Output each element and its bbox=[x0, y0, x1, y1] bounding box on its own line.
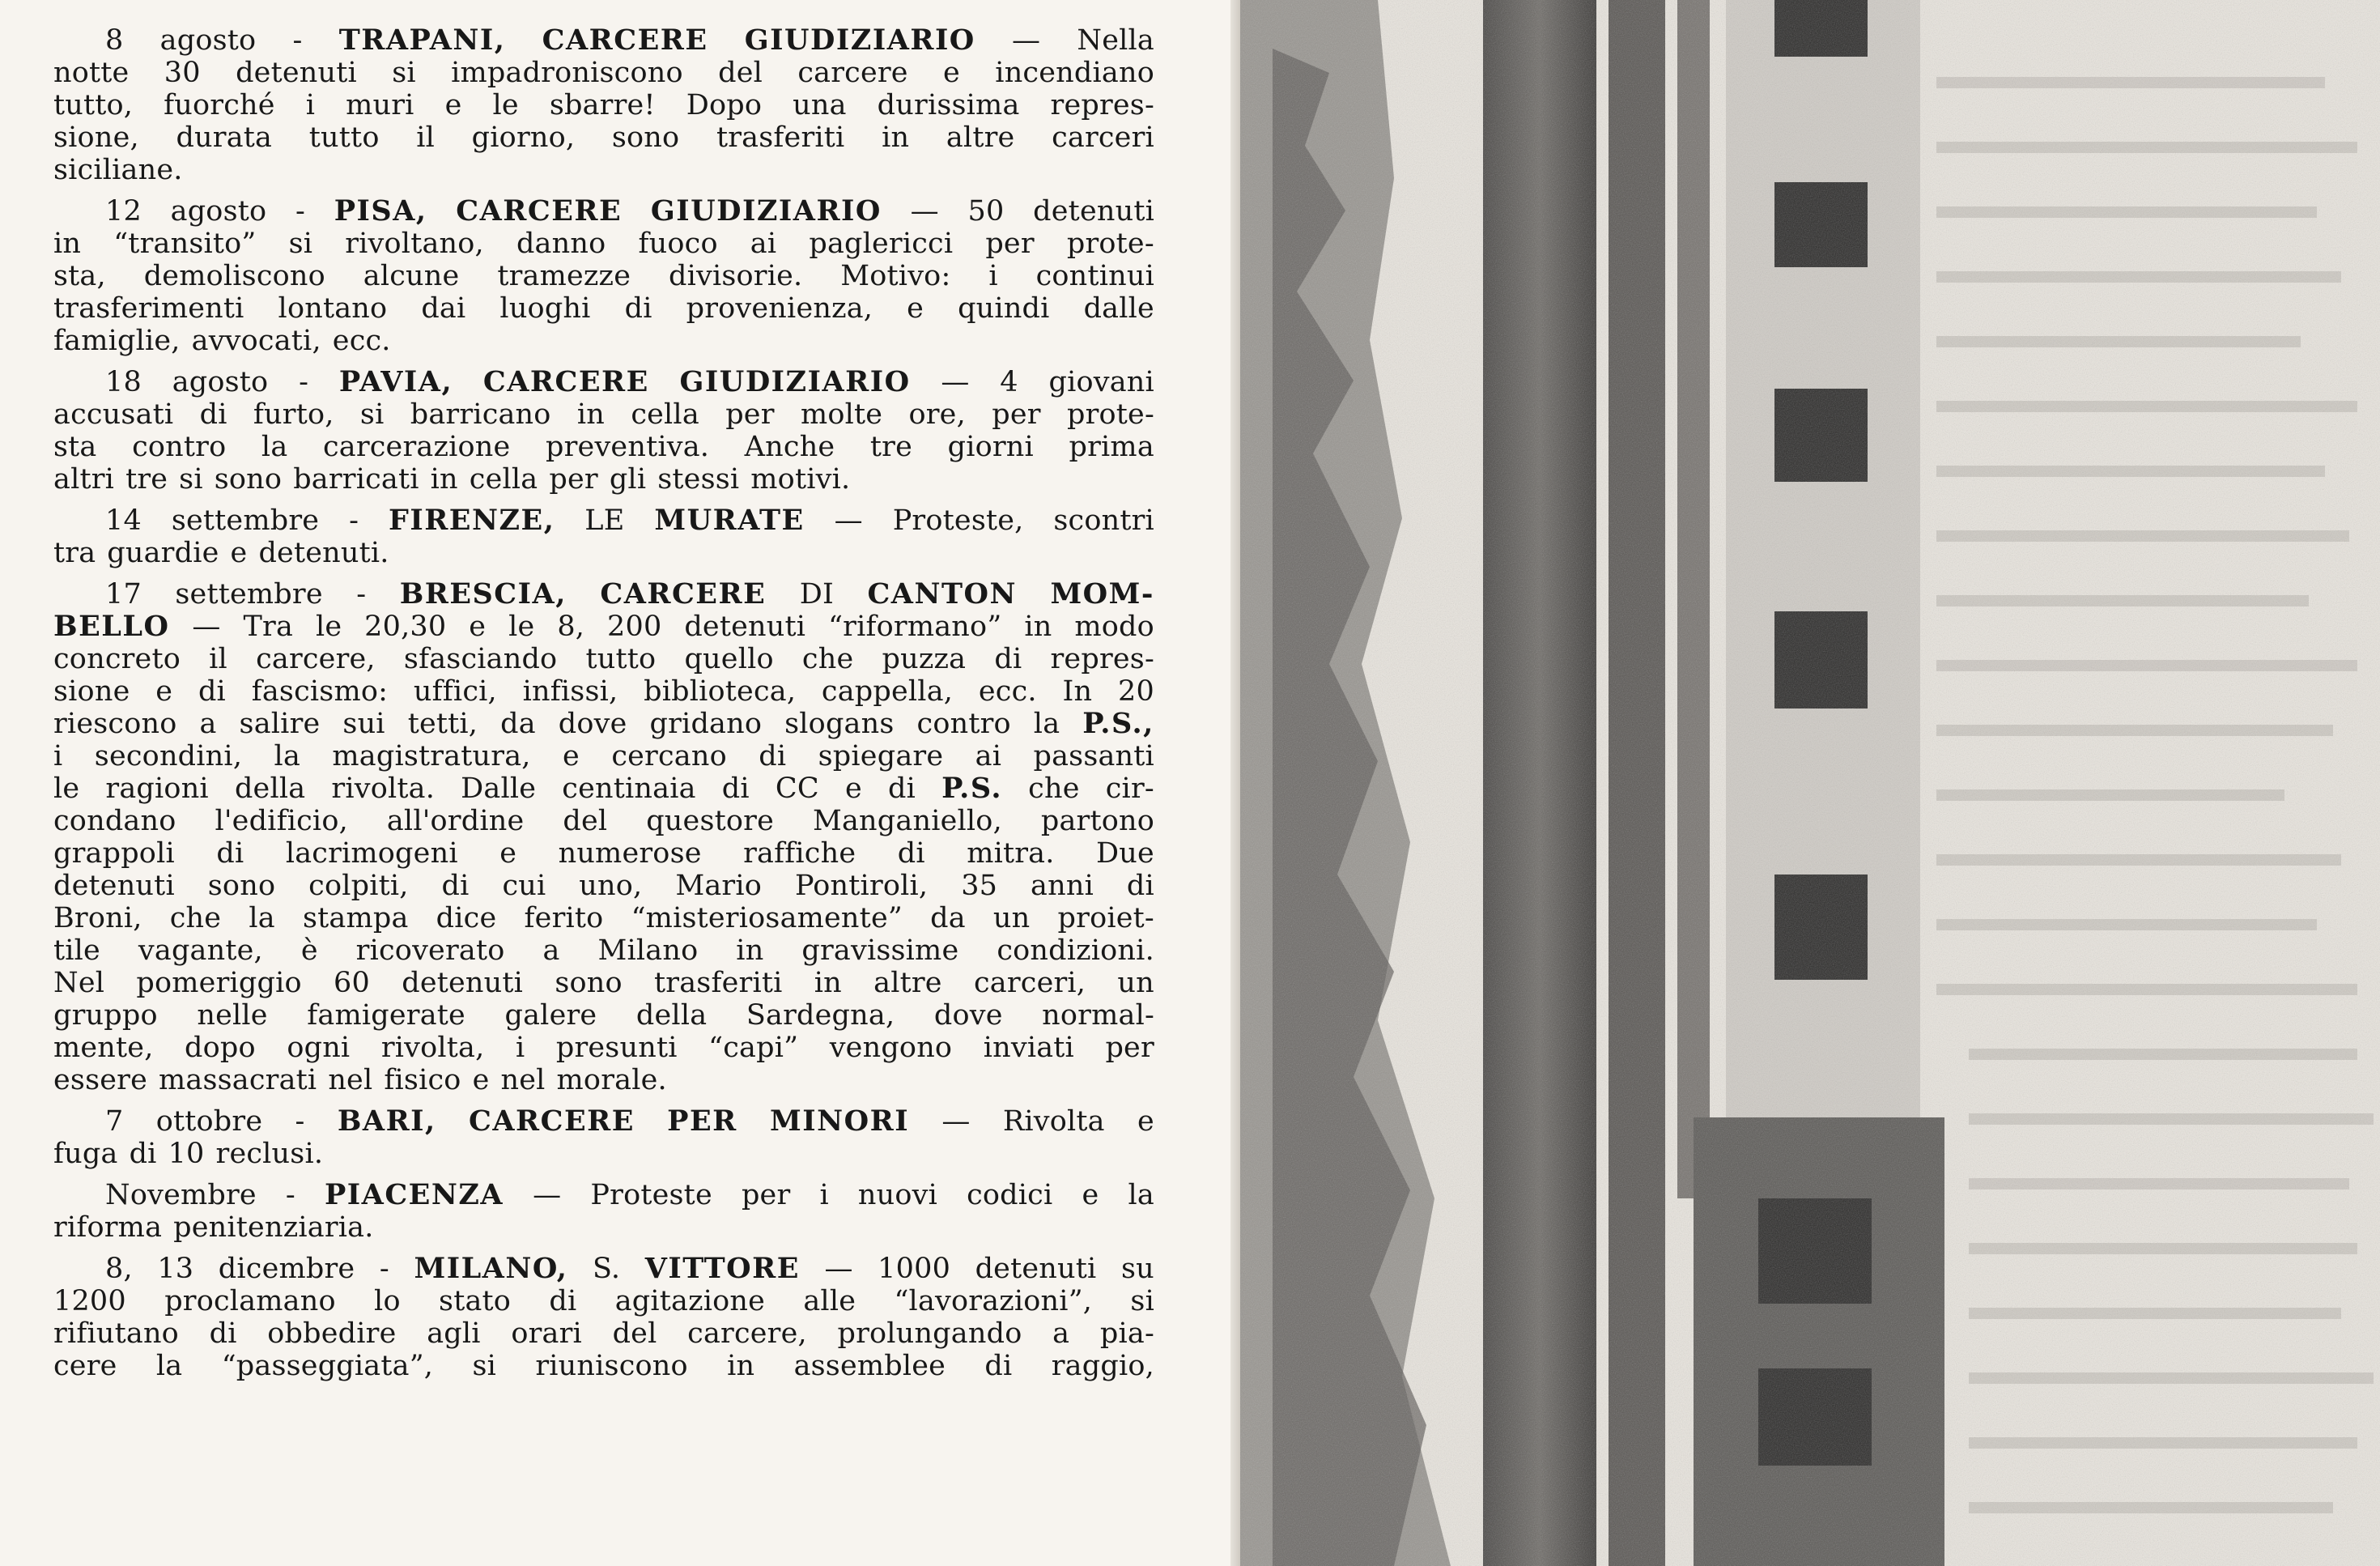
entry-line: notte 30 detenuti si impadroniscono del carcere e incendiano bbox=[53, 57, 1154, 89]
entry-line: riforma penitenziaria. bbox=[53, 1211, 374, 1244]
entry-milano bbox=[53, 1253, 1154, 1382]
entry-bari bbox=[53, 1105, 1154, 1170]
entry-line: in “transito” si rivoltano, danno fuoco ai paglericci per prote- bbox=[53, 228, 1154, 260]
entry-piacenza bbox=[53, 1179, 1154, 1244]
entry-line: accusati di furto, si barricano in cella per molte ore, per prote- bbox=[53, 398, 1154, 431]
entry-pisa bbox=[53, 195, 1154, 357]
entry-firenze bbox=[53, 504, 1154, 569]
photo-grain bbox=[1240, 0, 2380, 1566]
entry-line: famiglie, avvocati, ecc. bbox=[53, 325, 391, 357]
entry-line: trasferimenti lontano dai luoghi di provenienza, e quindi dalle bbox=[53, 292, 1154, 325]
entry-line: tutto, fuorché i muri e le sbarre! Dopo una durissima repres- bbox=[53, 89, 1154, 121]
entry-brescia bbox=[53, 578, 1154, 1096]
entry-line: fuga di 10 reclusi. bbox=[53, 1138, 324, 1170]
entry-line: sione e di fascismo: uffici, infissi, biblioteca, cappella, ecc. In 20 bbox=[53, 675, 1154, 708]
entry-line: siciliane. bbox=[53, 154, 183, 186]
entry-line: Novembre - PIACENZA — Proteste per i nuovi codici e la bbox=[105, 1178, 1154, 1211]
entry-line: riescono a salire sui tetti, da dove gridano slogans contro la P.S., bbox=[53, 707, 1154, 740]
page-gutter bbox=[1230, 0, 1240, 1566]
entry-line: 12 agosto - PISA, CARCERE GIUDIZIARIO — 50 detenuti bbox=[105, 194, 1154, 228]
entry-line: sione, durata tutto il giorno, sono trasferiti in altre carceri bbox=[53, 121, 1154, 154]
prison-photo bbox=[1240, 0, 2380, 1566]
entry-line: 8, 13 dicembre - MILANO, S. VITTORE — 1000 detenuti su bbox=[105, 1252, 1154, 1285]
entry-line: Nel pomeriggio 60 detenuti sono trasferiti in altre carceri, un bbox=[53, 967, 1154, 999]
entry-line: i secondini, la magistratura, e cercano di spiegare ai passanti bbox=[53, 740, 1154, 772]
entry-line: 7 ottobre - BARI, CARCERE PER MINORI — Rivolta e bbox=[105, 1104, 1154, 1138]
entry-line: concreto il carcere, sfasciando tutto quello che puzza di repres- bbox=[53, 643, 1154, 675]
entry-line: BELLO — Tra le 20,30 e le 8, 200 detenuti “riformano” in modo bbox=[53, 610, 1154, 643]
entry-line: altri tre si sono barricati in cella per gli stessi motivi. bbox=[53, 463, 851, 496]
entry-line: grappoli di lacrimogeni e numerose raffiche di mitra. Due bbox=[53, 837, 1154, 870]
entry-line: rifiutano di obbedire agli orari del carcere, prolungando a pia- bbox=[53, 1317, 1154, 1350]
entry-line: cere la “passeggiata”, si riuniscono in assemblee di raggio, bbox=[53, 1350, 1154, 1382]
entry-pavia bbox=[53, 366, 1154, 496]
entry-line: le ragioni della rivolta. Dalle centinaia di CC e di P.S. che cir- bbox=[53, 772, 1154, 805]
entry-line: 1200 proclamano lo stato di agitazione alle “lavorazioni”, si bbox=[53, 1285, 1154, 1317]
entry-line: sta, demoliscono alcune tramezze divisorie. Motivo: i continui bbox=[53, 260, 1154, 292]
entry-line: 14 settembre - FIRENZE, LE MURATE — Proteste, scontri bbox=[105, 504, 1154, 537]
entry-line: 17 settembre - BRESCIA, CARCERE DI CANTON MOM- bbox=[105, 577, 1154, 611]
entry-line: tra guardie e detenuti. bbox=[53, 537, 389, 569]
photo-page bbox=[1240, 0, 2380, 1566]
chronology-column bbox=[53, 24, 1154, 1391]
entry-line: tile vagante, è ricoverato a Milano in gravissime condizioni. bbox=[53, 934, 1154, 967]
entry-line: 8 agosto - TRAPANI, CARCERE GIUDIZIARIO — Nella bbox=[105, 23, 1154, 57]
entry-line: detenuti sono colpiti, di cui uno, Mario Pontiroli, 35 anni di bbox=[53, 870, 1154, 902]
entry-trapani bbox=[53, 24, 1154, 186]
entry-line: 18 agosto - PAVIA, CARCERE GIUDIZIARIO — 4 giovani bbox=[105, 365, 1154, 398]
entry-line: gruppo nelle famigerate galere della Sardegna, dove normal- bbox=[53, 999, 1154, 1032]
entry-line: essere massacrati nel fisico e nel morale. bbox=[53, 1064, 667, 1096]
entry-line: Broni, che la stampa dice ferito “misteriosamente” da un proiet- bbox=[53, 902, 1154, 934]
entry-line: mente, dopo ogni rivolta, i presunti “capi” vengono inviati per bbox=[53, 1032, 1154, 1064]
entry-line: condano l'edificio, all'ordine del questore Manganiello, partono bbox=[53, 805, 1154, 837]
entry-line: sta contro la carcerazione preventiva. Anche tre giorni prima bbox=[53, 431, 1154, 463]
